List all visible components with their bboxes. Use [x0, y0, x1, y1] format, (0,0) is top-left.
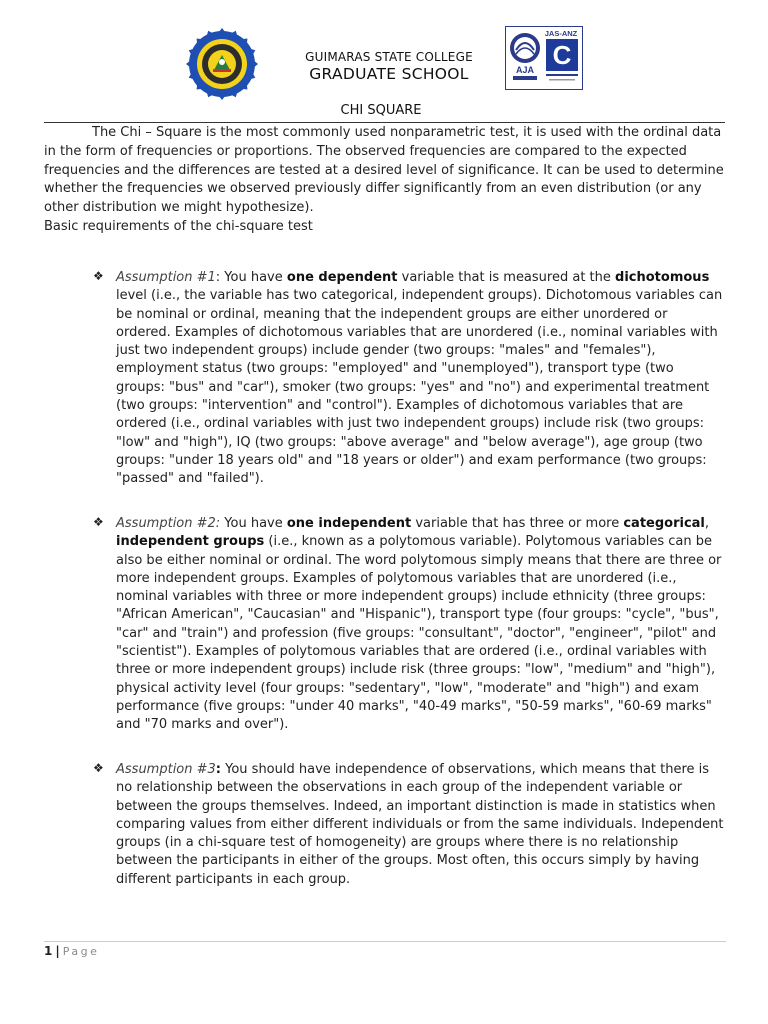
emphasis-text: categorical — [623, 516, 705, 531]
assumption-text: You should have independence of observations, which means that there is no relationship between the observations in each group of the independent variable or between the groups themselves. Indeed, an important distinction is made in statistics when comparing values from either different individuals or from the same individuals. Independent groups (in a chi-square test of homogeneity) are groups where there is no relationship between the participants in either of the groups. Most often, this occurs simply by having different participants in each group. — [116, 762, 724, 887]
certification-logo — [505, 26, 583, 90]
college-seal-logo — [186, 28, 258, 100]
assumption-3 — [116, 761, 726, 889]
diamond-bullet-icon: ❖ — [93, 515, 104, 529]
assumption-1 — [116, 269, 726, 489]
certification-letter: C — [552, 40, 572, 70]
emphasis-text: one dependent — [286, 270, 398, 285]
jas-anz-label: JAS-ANZ — [544, 29, 578, 38]
assumption-2 — [116, 515, 726, 735]
assumption-label: Assumption #2: — [116, 516, 221, 531]
page-number: 1 — [44, 944, 53, 958]
school-name: GRADUATE SCHOOL — [309, 65, 469, 83]
assumption-text: level (i.e., the variable has two categorical, independent groups). Dichotomous variables can be nominal or ordinal, meaning that the independent groups are either unordered or ordered. Examples of dichotomous variables that are unordered (i.e., nominal variables with just two independent groups) include gender (two groups: "males" and "females"), employment status (two groups: "employed" and "unemployed"), transport type (two groups: "bus" and "car"), smoker (two groups: "yes" and "no") and experimental treatment (two groups: "intervention" and "control"). Examples of dichotomous variables that are ordered (i.e., ordinal variables with just two independent groups) include risk (two groups: "low" and "high"), IQ (two groups: "above average" and "below average"), age group (two groups: "under 18 years old" and "18 years or older") and exam performance (two groups: "passed" and "failed"). — [116, 288, 723, 487]
assumption-text: , — [704, 516, 710, 531]
assumption-label: Assumption #1 — [116, 270, 216, 285]
emphasis-text: one independent — [286, 516, 412, 531]
page-label: Page — [62, 945, 100, 958]
college-name: GUIMARAS STATE COLLEGE — [305, 50, 473, 64]
footer-separator: | — [55, 944, 60, 958]
footer-rule — [44, 941, 726, 942]
diamond-bullet-icon: ❖ — [93, 269, 104, 283]
assumption-text: variable that has three or more — [411, 516, 624, 531]
assumption-text: You have — [220, 516, 287, 531]
assumption-text: (i.e., known as a polytomous variable). Polytomous variables can be also be either nominal or ordinal. The word polytomous simply means that there are three or more independent groups. Examples of polytomous variables that are unordered (i.e., nominal variables with three or more independent groups) include ethnicity (three groups: "African American", "Caucasian" and "Hispanic"), transport type (four groups: "cycle", "bus", "car" and "train") and profession (five groups: "consultant", "doctor", "engineer", "pilot" and "scientist"). Examples of polytomous variables that are ordered (i.e., ordinal variables with three or more independent groups) include risk (three groups: "low", "medium" and "high"), physical activity level (four groups: "sedentary", "low", "moderate" and "high") and exam performance (five groups: "under 40 marks", "40-49 marks", "50-59 marks", "60-69 marks" and "70 marks and over"). — [116, 534, 722, 733]
emphasis-text: : — [215, 762, 221, 777]
intro-text: The Chi – Square is the most commonly used nonparametric test, it is used with the ordinal data in the form of frequencies or proportions. The observed frequencies are compared to the expected frequencies and the differences are tested at a desired level of significance. It can be used to determine whether the frequencies we observed previously differ significantly from an even distribution (or any other distribution we might hypothesize). — [44, 125, 724, 216]
requirements-heading: Basic requirements of the chi-square test — [44, 219, 313, 234]
page-footer — [44, 944, 99, 958]
diamond-bullet-icon: ❖ — [93, 761, 104, 775]
assumption-text: : You have — [215, 270, 287, 285]
intro-paragraph — [44, 124, 728, 218]
document-title: CHI SQUARE — [340, 103, 422, 118]
assumption-text: variable that is measured at the — [397, 270, 616, 285]
badge-label: AJA — [515, 65, 535, 75]
title-underline — [44, 122, 725, 123]
emphasis-text: independent groups — [116, 534, 265, 550]
emphasis-text: dichotomous — [615, 270, 710, 285]
assumption-label: Assumption #3 — [116, 762, 216, 777]
